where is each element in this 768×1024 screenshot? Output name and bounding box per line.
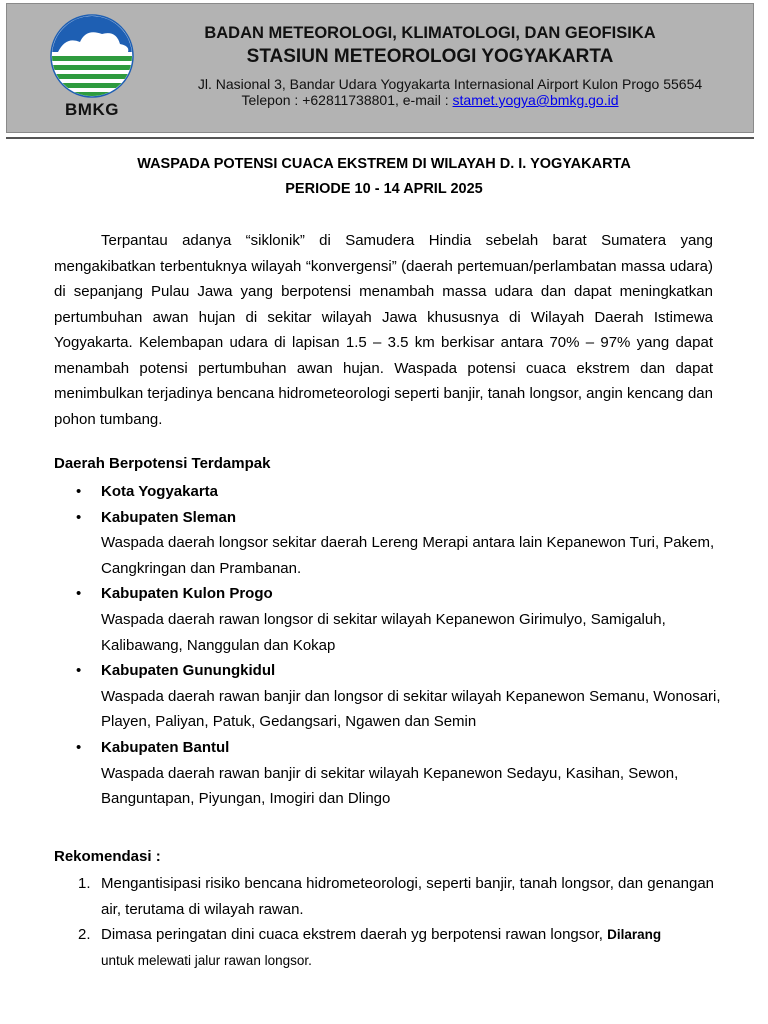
area-name: Kota Yogyakarta <box>101 483 218 500</box>
list-item <box>54 922 714 973</box>
recommendations-heading: Rekomendasi : <box>54 848 161 865</box>
recommendation-tail: untuk melewati jalur rawan longsor. <box>101 952 312 968</box>
list-number: 1. <box>78 875 91 892</box>
list-item <box>54 871 714 922</box>
recommendation-text <box>101 922 714 948</box>
bullet-icon: • <box>76 585 82 603</box>
areas-heading: Daerah Berpotensi Terdampak <box>54 455 271 472</box>
recommendation-main: Dimasa peringatan dini cuaca ekstrem daerah yg berpotensi rawan longsor, <box>101 926 608 944</box>
bmkg-logo <box>44 12 140 122</box>
areas-list <box>54 479 734 812</box>
email-link[interactable]: stamet.yogya@bmkg.go.id <box>452 92 619 108</box>
address: Jl. Nasional 3, Bandar Udara Yogyakarta Internasional Airport Kulon Progo 55654 <box>197 76 703 92</box>
recommendation-text: Mengantisipasi risiko bencana hidrometeorologi, seperti banjir, tanah longsor, dan genangan air, terutama di wilayah rawan. <box>101 875 714 918</box>
area-name: Kabupaten Kulon Progo <box>101 585 273 603</box>
logo-text: BMKG <box>65 100 119 119</box>
contact-prefix: Telepon : +62811738801, e-mail : <box>241 92 453 108</box>
list-item <box>54 581 734 658</box>
area-detail: Waspada daerah rawan longsor di sekitar wilayah Kepanewon Girimulyo, Samigaluh, Kalibawang, Nanggulan dan Kokap <box>101 610 666 654</box>
intro-paragraph: Terpantau adanya “siklonik” di Samudera Hindia sebelah barat Sumatera yang mengakibatkan terbentuknya wilayah “konvergensi” (daerah pertemuan/perlambatan massa udara) di sepanjang Pulau Jawa yang berpotensi menambah massa udara dan dapat meningkatkan pertumbuhan awan hujan di sekitar wilayah Jawa khususnya di Wilayah Daerah Istimewa Yogyakarta. Kelembapan udara di lapisan 1.5 – 3.5 km berkisar antara 70% – 97% yang dapat menambah potensi pertumbuhan awan hujan. Waspada potensi cuaca ekstrem dan dapat menimbulkan terjadinya bencana hidrometeorologi seperti banjir, tanah longsor, angin kencang dan pohon tumbang. <box>54 232 713 428</box>
contact <box>150 92 710 108</box>
bullet-icon: • <box>76 738 82 756</box>
area-detail: Waspada daerah rawan banjir dan longsor di sekitar wilayah Kepanewon Semanu, Wonosari, Playen, Paliyan, Patuk, Gedangsari, Ngawen dan Semin <box>101 687 721 731</box>
area-detail: Waspada daerah longsor sekitar daerah Lereng Merapi antara lain Kepanewon Turi, Pakem, Cangkringan dan Prambanan. <box>101 534 715 577</box>
document-title: WASPADA POTENSI CUACA EKSTREM DI WILAYAH D. I. YOGYAKARTA <box>137 156 631 172</box>
area-name: Kabupaten Bantul <box>101 738 230 756</box>
area-name: Kabupaten Sleman <box>101 508 237 526</box>
list-item <box>54 658 734 735</box>
bmkg-logo-icon <box>44 12 140 102</box>
list-item <box>54 479 734 505</box>
list-item <box>54 505 734 582</box>
bullet-icon: • <box>76 662 82 680</box>
document-period: PERIODE 10 - 14 APRIL 2025 <box>285 181 483 197</box>
area-detail: Waspada daerah rawan banjir di sekitar wilayah Kepanewon Sedayu, Kasihan, Sewon, Banguntapan, Piyungan, Imogiri dan Dlingo <box>101 764 679 808</box>
recommendations-list <box>54 871 714 973</box>
list-item <box>54 735 734 812</box>
recommendation-emphasis: Dilarang <box>607 927 662 943</box>
bullet-icon: • <box>76 508 82 526</box>
station-name: STASIUN METEOROLOGI YOGYAKARTA <box>246 46 614 67</box>
area-name: Kabupaten Gunungkidul <box>101 662 276 680</box>
agency-name: BADAN METEOROLOGI, KLIMATOLOGI, DAN GEOFISIKA <box>204 24 656 42</box>
bullet-icon: • <box>76 483 82 500</box>
list-number: 2. <box>78 926 91 944</box>
letterhead-rule <box>6 137 754 139</box>
